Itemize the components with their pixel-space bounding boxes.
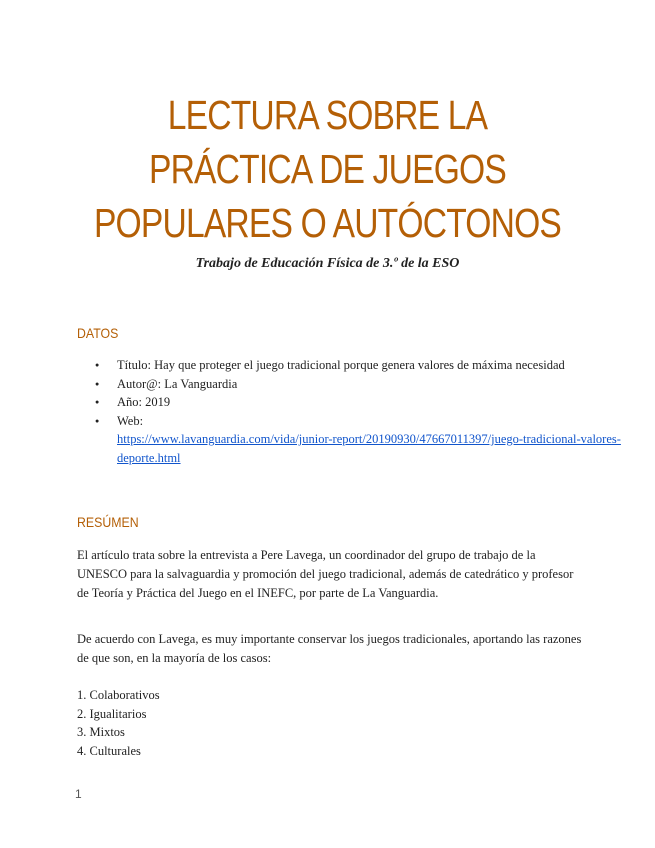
datos-label-web: Web:: [117, 413, 144, 428]
resumen-heading: RESÚMEN: [77, 514, 139, 530]
datos-value-titulo: Hay que proteger el juego tradicional porque genera valores de máxima necesidad: [154, 358, 565, 372]
datos-value-anio: 2019: [145, 395, 171, 409]
datos-item-autor: [117, 375, 622, 394]
reason-item: 3. Mixtos: [77, 725, 125, 739]
web-link[interactable]: https://www.lavanguardia.com/vida/junior-report/20190930/47667011397/juego-tradicional-valores-deporte.html: [117, 432, 621, 465]
datos-label-anio: Año:: [117, 395, 142, 409]
resumen-paragraph-2: De acuerdo con Lavega, es muy importante conservar los juegos tradicionales, aportando las razones de que son, en la mayoría de los casos:: [77, 632, 582, 665]
datos-item-web: [117, 412, 622, 468]
reason-item: 4. Culturales: [77, 743, 141, 758]
resumen-paragraph-1: El artículo trata sobre la entrevista a Pere Lavega, un coordinador del grupo de trabajo de la UNESCO para la salvaguardia y promoción del juego tradicional, además de catedrático y profesor de Teoría y Práctica del Juego en el INEFC, por parte de La Vanguardia.: [77, 548, 574, 600]
datos-label-titulo: Título:: [117, 358, 152, 372]
reason-item: 2. Igualitarios: [77, 706, 147, 721]
document-title: LECTURA SOBRE LA PRÁCTICA DE JUEGOS POPULARES O AUTÓCTONOS: [93, 92, 562, 246]
datos-label-autor: Autor@:: [117, 376, 162, 391]
reasons-list: [77, 686, 160, 760]
page-number: 1: [75, 787, 82, 801]
reason-item: 1. Colaborativos: [77, 688, 160, 702]
datos-heading: DATOS: [77, 325, 119, 341]
datos-list: [77, 356, 622, 467]
datos-item-titulo: [117, 356, 622, 375]
document-subtitle: Trabajo de Educación Física de 3.º de la ESO: [195, 256, 460, 271]
datos-value-autor: La Vanguardia: [164, 376, 238, 391]
datos-item-anio: [117, 393, 622, 412]
